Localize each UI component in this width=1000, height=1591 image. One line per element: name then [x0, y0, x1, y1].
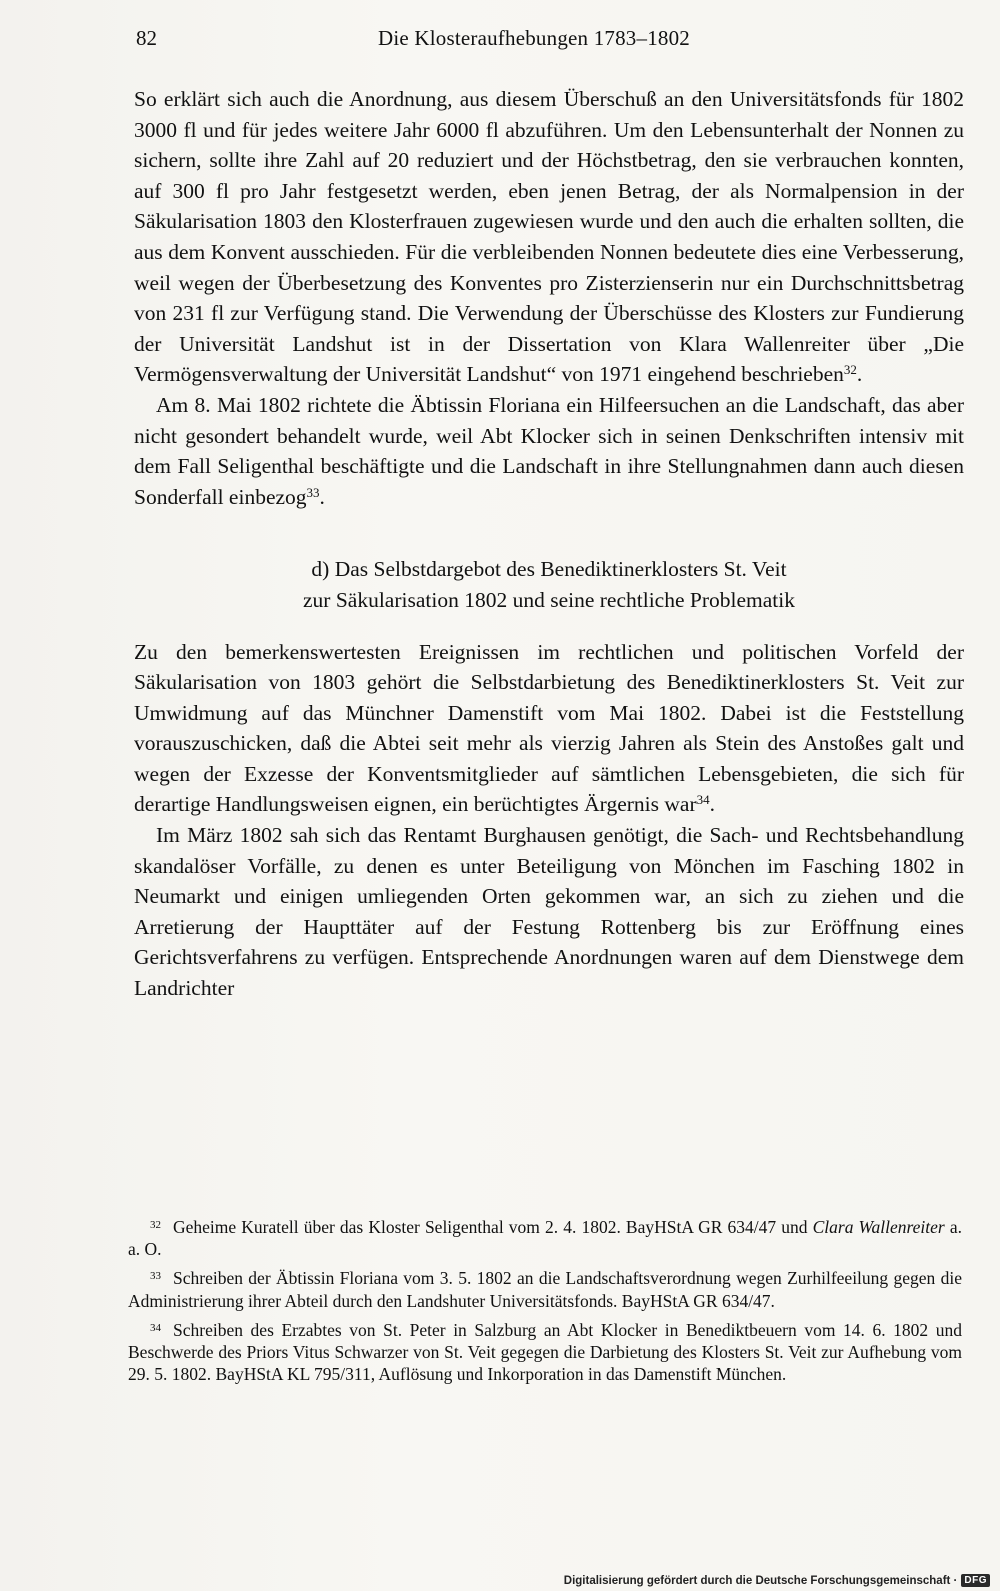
footnote [128, 1216, 962, 1260]
paragraph-4 [134, 820, 964, 1004]
paragraph-4-text: Im März 1802 sah sich das Rentamt Burghausen genötigt, die Sach- und Rechtsbehandlung skandalöser Vorfälle, zu denen es unter Beteiligung von Mönchen im Fasching 1802 in Neumarkt und einigen umliegenden Orten gekommen war, an sich zu ziehen und die Arretierung der Haupttäter auf der Festung Rottenberg bis zur Eröffnung eines Gerichtsverfahrens zu verfügen. Entsprechende Anordnungen waren auf dem Dienstwege dem Landrichter [134, 823, 964, 1001]
paragraph-2 [134, 390, 964, 512]
paragraph-2-text: Am 8. Mai 1802 richtete die Äbtissin Floriana ein Hilfeersuchen an die Landschaft, das aber nicht gesondert behandelt wurde, weil Abt Klocker sich in seinen Denkschriften intensiv mit dem Fall Seligenthal beschäftigte und die Landschaft in ihre Stellungnahmen dann auch diesen Sonderfall einbezog [134, 392, 964, 509]
footnote [128, 1319, 962, 1386]
paragraph-3-text: Zu den bemerkenswertesten Ereignissen im rechtlichen und politischen Vorfeld der Säkularisation von 1803 gehört die Selbstdarbietung des Benediktinerklosters St. Veit zur Umwidmung auf das Münchner Damenstift vom Mai 1802. Dabei ist die Feststellung vorauszuschicken, daß die Abtei seit mehr als vierzig Jahren als Stein des Anstoßes galt und wegen der Exzesse der Konventsmitglieder auf sämtlichen Lebensgebieten, die sich für derartige Handlungsweisen eignen, ein berüchtigtes Ärgernis war [134, 639, 964, 817]
paragraph-1-end: . [856, 362, 863, 387]
funding-note: Digitalisierung gefördert durch die Deutsche Forschungsgemeinschaft · [563, 1574, 958, 1587]
dfg-logo: DFG [961, 1574, 990, 1587]
paragraph-1-text: So erklärt sich auch die Anordnung, aus diesem Überschuß an den Universitätsfonds für 1802 3000 fl und für jedes weitere Jahr 6000 fl abzuführen. Um den Lebensunterhalt der Nonnen zu sichern, sollte ihre Zahl auf 20 reduziert und der Höchstbetrag, den sie verbrauchen konnten, auf 300 fl pro Jahr festgesetzt werden, eben jenen Betrag, der als Normalpension in der Säkularisation 1803 den Klosterfrauen zugewiesen wurde und den auch die erhalten sollten, die aus dem Konvent ausschieden. Für die verbleibenden Nonnen bedeutete dies eine Verbesserung, weil wegen der Überbesetzung des Konventes pro Zisterzienserin nur ein Durchschnittsbetrag von 231 fl zur Verfügung stand. Die Verwendung der Überschüsse des Klosters zur Fundierung der Universität Landshut ist in der Dissertation von Klara Wallenreiter über „Die Vermögensverwaltung der Universität Landshut“ von 1971 eingehend beschrieben [134, 87, 964, 387]
paragraph-3-end: . [709, 792, 715, 817]
section-heading-line-2: zur Säkularisation 1802 und seine rechtliche Problematik [303, 587, 795, 612]
footnote-author: Clara Wallenreiter [812, 1217, 945, 1237]
footnote-text: Schreiben der Äbtissin Floriana vom 3. 5. 1802 an die Landschaftsverordnung wegen Zurhilfeeilung gegen die Administrierung ihrer Abteil durch den Landshuter Universitätsfonds. BayHStA GR 634/47. [128, 1268, 962, 1311]
running-title: Die Klosteraufhebungen 1783–1802 [378, 26, 690, 50]
footnote-text: Geheime Kuratell über das Kloster Seligenthal vom 2. 4. 1802. BayHStA GR 634/47 und [173, 1217, 813, 1237]
digitization-credit [564, 1574, 990, 1587]
footnotes [128, 1216, 962, 1392]
footnote-text: Schreiben des Erzabtes von St. Peter in Salzburg an Abt Klocker in Benediktbeuern vom 14. 6. 1802 und Beschwerde des Priors Vitus Schwarzer von St. Veit gegegen die Darbietung des Klosters St. Veit zur Aufhebung vom 29. 5. 1802. BayHStA KL 795/311, Auflösung und Inkorporation in das Damenstift München. [128, 1319, 962, 1385]
paragraph-1 [134, 84, 964, 390]
page-header [136, 26, 962, 56]
footnote-number: 34 [150, 1321, 161, 1334]
paragraph-3 [134, 637, 964, 821]
section-heading [134, 554, 964, 615]
page-number: 82 [136, 26, 157, 50]
footnote-ref-33: 33 [306, 484, 320, 500]
paragraph-2-end: . [319, 484, 325, 509]
footnote-number: 32 [150, 1219, 161, 1231]
footnote-text-end: a. a. O. [128, 1217, 962, 1260]
footnote-ref-34: 34 [696, 792, 710, 808]
main-text [134, 84, 964, 1004]
section-heading-line-1: d) Das Selbstdargebot des Benediktinerklosters St. Veit [311, 557, 787, 582]
footnote [128, 1267, 962, 1311]
footnote-ref-32: 32 [843, 362, 857, 378]
footnote-number: 33 [150, 1270, 161, 1283]
